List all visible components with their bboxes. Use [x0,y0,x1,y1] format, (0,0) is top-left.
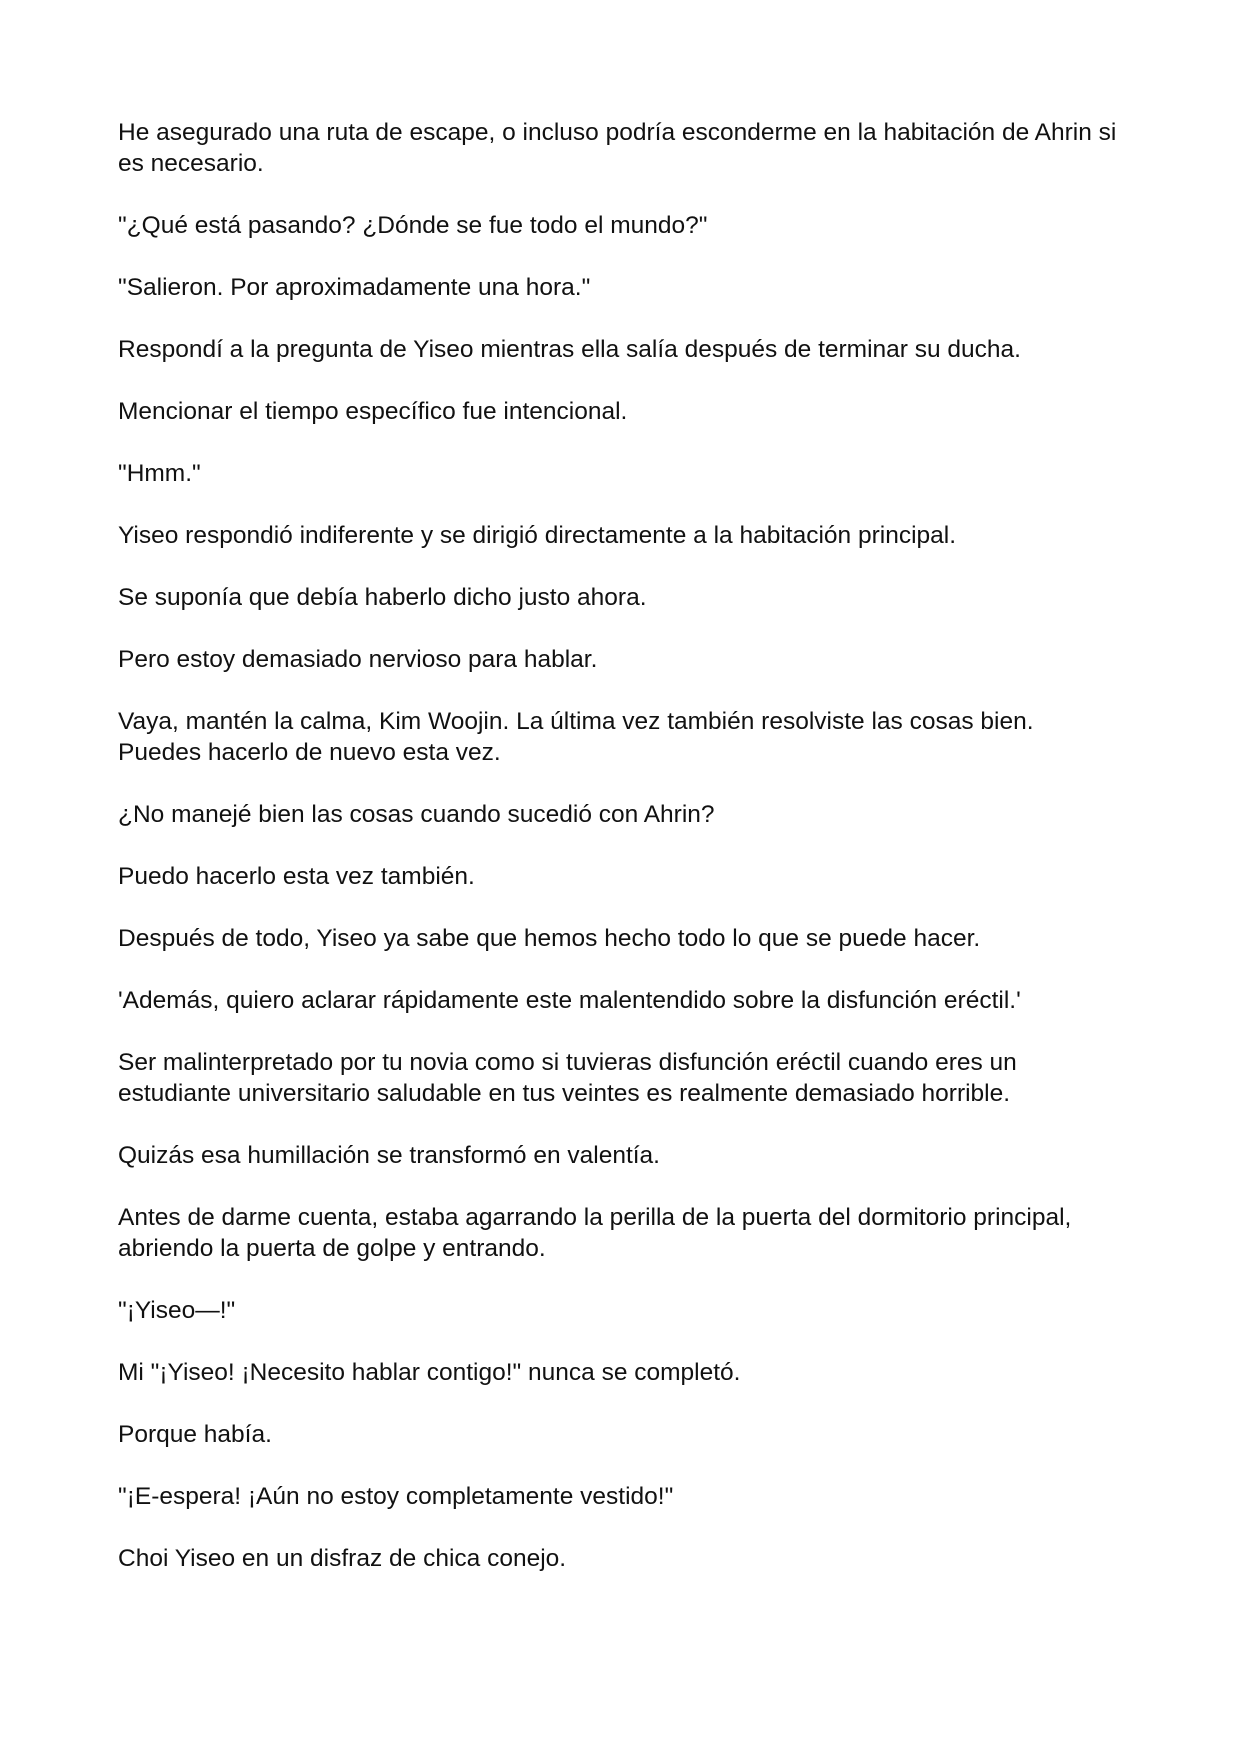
paragraph: He asegurado una ruta de escape, o incluso podría esconderme en la habitación de Ahrin si es necesario. [118,119,1117,177]
paragraph: "¡Yiseo—!" [118,1297,236,1324]
paragraph: Después de todo, Yiseo ya sabe que hemos hecho todo lo que se puede hacer. [118,925,981,952]
paragraph: 'Además, quiero aclarar rápidamente este malentendido sobre la disfunción eréctil.' [118,987,1021,1014]
paragraph: Porque había. [118,1421,272,1448]
paragraph: Vaya, mantén la calma, Kim Woojin. La última vez también resolviste las cosas bien. Puedes hacerlo de nuevo esta vez. [118,708,1034,766]
paragraph: "Hmm." [118,460,201,487]
paragraph: Ser malinterpretado por tu novia como si tuvieras disfunción eréctil cuando eres un estudiante universitario saludable en tus veintes es realmente demasiado horrible. [118,1049,1017,1107]
paragraph: Mencionar el tiempo específico fue intencional. [118,398,628,425]
paragraph: "Salieron. Por aproximadamente una hora." [118,274,591,301]
paragraph: Antes de darme cuenta, estaba agarrando la perilla de la puerta del dormitorio principal, abriendo la puerta de golpe y entrando. [118,1204,1072,1262]
paragraph: Yiseo respondió indiferente y se dirigió directamente a la habitación principal. [118,522,957,549]
paragraph: Se suponía que debía haberlo dicho justo ahora. [118,584,647,611]
paragraph: Choi Yiseo en un disfraz de chica conejo. [118,1545,567,1572]
paragraph: "¡E-espera! ¡Aún no estoy completamente vestido!" [118,1483,674,1510]
paragraph: "¿Qué está pasando? ¿Dónde se fue todo el mundo?" [118,212,708,239]
paragraph: Mi "¡Yiseo! ¡Necesito hablar contigo!" nunca se completó. [118,1359,741,1386]
paragraph: Quizás esa humillación se transformó en valentía. [118,1142,660,1169]
paragraph: Puedo hacerlo esta vez también. [118,863,475,890]
paragraph: Respondí a la pregunta de Yiseo mientras ella salía después de terminar su ducha. [118,336,1021,363]
paragraph: Pero estoy demasiado nervioso para hablar. [118,646,598,673]
paragraph: ¿No manejé bien las cosas cuando sucedió con Ahrin? [118,801,715,828]
